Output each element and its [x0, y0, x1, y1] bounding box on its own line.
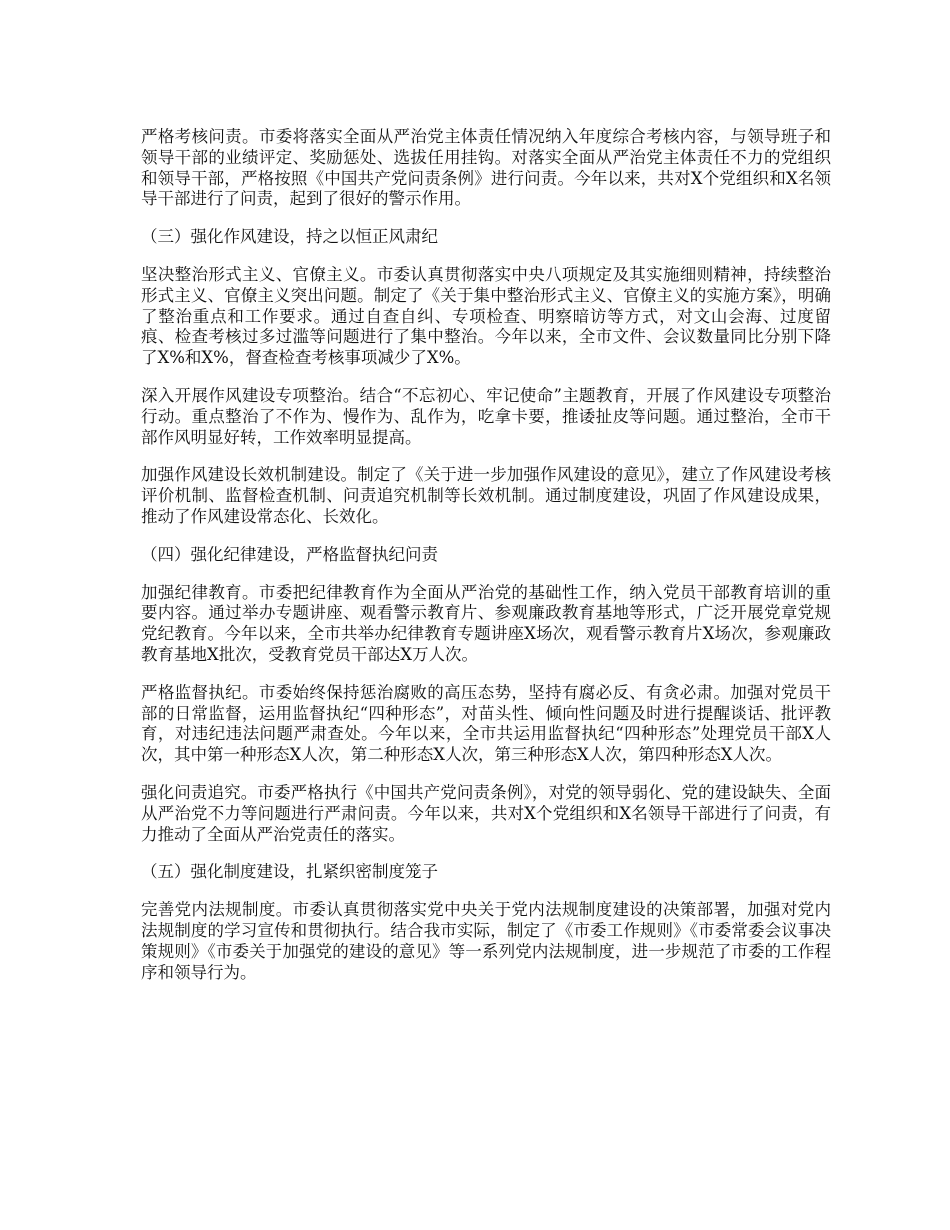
- document-body: [141, 127, 831, 1000]
- paragraph-style-special-rectification: 深入开展作风建设专项整治。结合“不忘初心、牢记使命”主题教育，开展了作风建设专项整治行动。重点整治了不作为、慢作为、乱作为，吃拿卡要，推诿扯皮等问题。通过整治，全市干部作风明显好转，工作效率明显提高。: [141, 385, 831, 447]
- paragraph-strict-assessment: 严格考核问责。市委将落实全面从严治党主体责任情况纳入年度综合考核内容，与领导班子和领导干部的业绩评定、奖励惩处、选拔任用挂钩。对落实全面从严治党主体责任不力的党组织和领导干部，严格按照《中国共产党问责条例》进行问责。今年以来，共对X个党组织和X名领导干部进行了问责，起到了很好的警示作用。: [141, 127, 831, 209]
- section-heading-4: （四）强化纪律建设，严格监督执纪问责: [141, 544, 438, 564]
- paragraph-formalism-rectification: 坚决整治形式主义、官僚主义。市委认真贯彻落实中央八项规定及其实施细则精神，持续整治形式主义、官僚主义突出问题。制定了《关于集中整治形式主义、官僚主义的实施方案》，明确了整治重点和工作要求。通过自查自纠、专项检查、明察暗访等方式，对文山会海、过度留痕、检查考核过多过滥等问题进行了集中整治。今年以来，全市文件、会议数量同比分别下降了X%和X%，督查检查考核事项减少了X%。: [141, 264, 831, 368]
- section-heading-3: （三）强化作风建设，持之以恒正风肃纪: [141, 227, 438, 247]
- paragraph-strict-supervision: 严格监督执纪。市委始终保持惩治腐败的高压态势，坚持有腐必反、有贪必肃。加强对党员干部的日常监督，运用监督执纪“四种形态”，对苗头性、倾向性问题及时进行提醒谈话、批评教育，对违纪违法问题严肃查处。今年以来，全市共运用监督执纪“四种形态”处理党员干部X人次，其中第一种形态X人次，第二种形态X人次，第三种形态X人次，第四种形态X人次。: [141, 682, 831, 765]
- paragraph-accountability: 强化问责追究。市委严格执行《中国共产党问责条例》，对党的领导弱化、党的建设缺失、全面从严治党不力等问题进行严肃问责。今年以来，共对X个党组织和X名领导干部进行了问责，有力推动了全面从严治党责任的落实。: [141, 782, 831, 844]
- paragraph-discipline-education: 加强纪律教育。市委把纪律教育作为全面从严治党的基础性工作，纳入党员干部教育培训的重要内容。通过举办专题讲座、观看警示教育片、参观廉政教育基地等形式，广泛开展党章党规党纪教育。今年以来，全市共举办纪律教育专题讲座X场次，观看警示教育片X场次，参观廉政教育基地X批次，受教育党员干部达X万人次。: [141, 582, 831, 664]
- paragraph-long-term-mechanism: 加强作风建设长效机制建设。制定了《关于进一步加强作风建设的意见》，建立了作风建设考核评价机制、监督检查机制、问责追究机制等长效机制。通过制度建设，巩固了作风建设成果，推动了作风建设常态化、长效化。: [141, 465, 831, 526]
- paragraph-party-regulations: 完善党内法规制度。市委认真贯彻落实党中央关于党内法规制度建设的决策部署，加强对党内法规制度的学习宣传和贯彻执行。结合我市实际，制定了《市委工作规则》《市委常委会议事决策规则》《市委关于加强党的建设的意见》等一系列党内法规制度，进一步规范了市委的工作程序和领导行为。: [141, 900, 831, 982]
- section-heading-5: （五）强化制度建设，扎紧织密制度笼子: [141, 862, 438, 882]
